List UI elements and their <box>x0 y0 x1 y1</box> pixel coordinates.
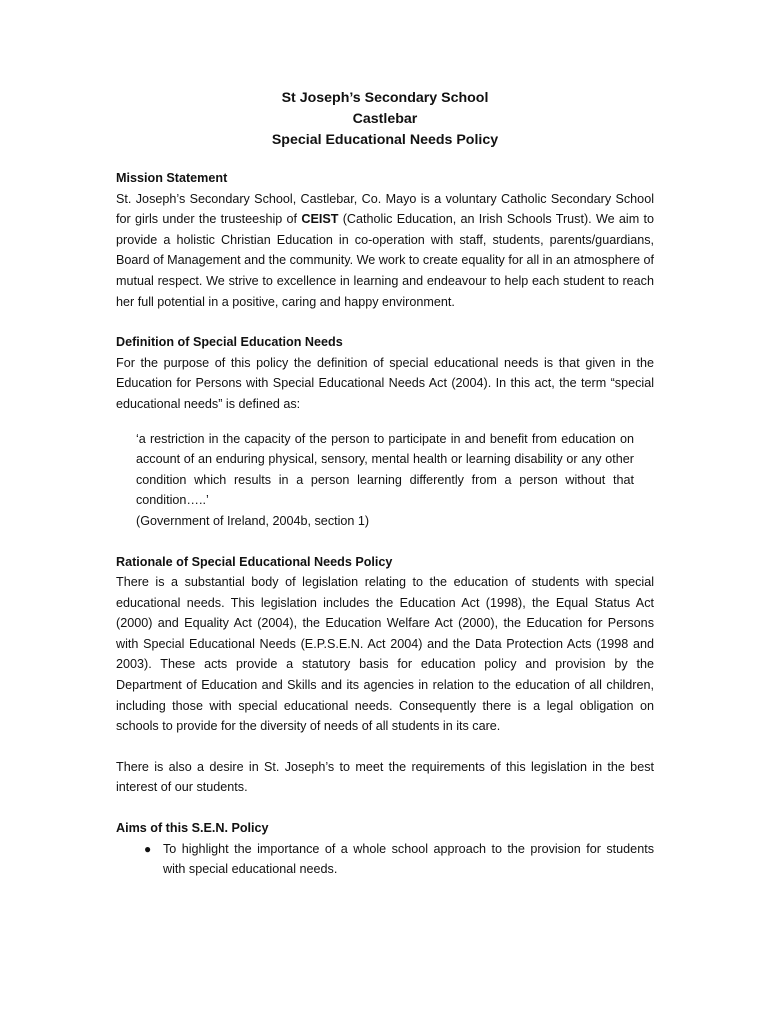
mission-heading: Mission Statement <box>116 171 228 185</box>
bullet-icon: ● <box>144 841 152 856</box>
rationale-heading: Rationale of Special Educational Needs Policy <box>116 554 393 569</box>
definition-section <box>116 332 654 531</box>
mission-text <box>116 189 654 313</box>
mission-text-start: St. Joseph’s Secondary School, Castlebar, Co. Mayo is a voluntary Catholic Secondary School for girls under the trusteeship of <box>116 191 654 227</box>
definition-heading: Definition of Special Education Needs <box>116 335 343 350</box>
aims-section <box>116 818 654 880</box>
quote-text: ‘a restriction in the capacity of the person to participate in and benefit from education on account of an enduring physical, sensory, mental health or learning disability or any other condition which results in a person learning differently from a person without that condition…..’ <box>136 431 634 508</box>
rationale-desire-text: There is also a desire in St. Joseph’s to meet the requirements of this legislation in the best interest of our students. <box>116 759 654 795</box>
quote-citation: (Government of Ireland, 2004b, section 1) <box>136 513 370 528</box>
document-title <box>116 88 654 151</box>
aims-list <box>116 839 654 880</box>
rationale-text: There is a substantial body of legislation relating to the education of students with special educational needs. This legislation includes the Education Act (1998), the Equal Status Act (2000) and Equality Act (2004), the Education Welfare Act (2000), the Education for Persons with Special Educational Needs (E.P.S.E.N. Act 2004) and the Data Protection Acts (1998 and 2003). These acts provide a statutory basis for education policy and provision by the Department of Education and Skills and its agencies in relation to the education of all children, including those with special educational needs. Consequently there is a legal obligation on schools to provide for the diversity of needs of all students in its care. <box>116 575 654 734</box>
policy-title: Special Educational Needs Policy <box>271 132 499 148</box>
aims-heading: Aims of this S.E.N. Policy <box>116 821 269 836</box>
document-page <box>116 88 654 900</box>
list-item <box>116 839 654 880</box>
definition-quote <box>136 429 634 532</box>
aim-text: To highlight the importance of a whole school approach to the provision for students with special educational needs. <box>163 841 654 877</box>
mission-text-end: (Catholic Education, an Irish Schools Trust). We aim to provide a holistic Christian Education in co-operation with staff, students, parents/guardians, Board of Management and the community. We work to create equality for all in an atmosphere of mutual respect. We strive to excellence in learning and endeavour to help each student to reach her full potential in a positive, caring and happy environment. <box>116 212 654 309</box>
school-location: Castlebar <box>352 111 418 127</box>
ceist-name: CEIST <box>301 212 339 227</box>
definition-text: For the purpose of this policy the definition of special educational needs is that given in the Education for Persons with Special Educational Needs Act (2004). In this act, the term “special educational needs” is defined as: <box>116 355 654 411</box>
school-name: St Joseph’s Secondary School <box>281 90 489 106</box>
rationale-section <box>116 552 654 737</box>
rationale-desire-section <box>116 757 654 798</box>
mission-section <box>116 168 654 312</box>
